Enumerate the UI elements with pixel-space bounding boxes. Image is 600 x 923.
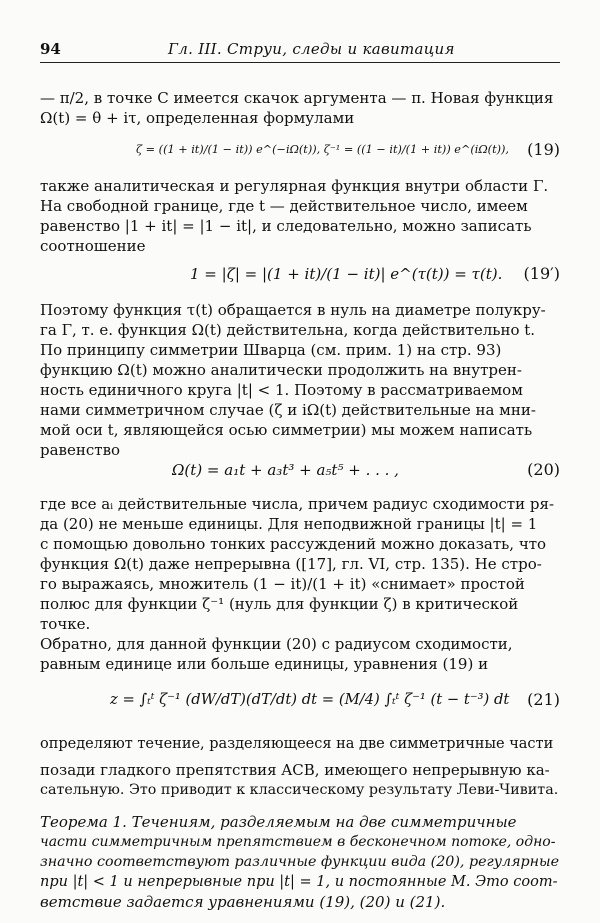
text-line: нами симметричном случае (ζ и iΩ(t) действительные на мни- [40,401,536,419]
text-line: равенство |1 + it| = |1 − it|, и следовательно, можно записать [40,217,532,235]
text-line: соотношение [40,237,146,255]
text-line: равным единице или больше единицы, уравнения (19) и [40,655,489,673]
theorem-line: ветствие задается уравнениями (19), (20) и (21). [40,893,446,911]
text-line: ность единичного круга |t| < 1. Поэтому в рассматриваемом [40,381,523,399]
text-line: Обратно, для данной функции (20) с радиусом сходимости, [40,635,513,653]
equation-20-formula: Ω(t) = a₁t + a₃t³ + a₅t⁵ + . . . , [172,461,399,479]
text-line: го выражаясь, множитель (1 − it)/(1 + it) «снимает» простой [40,575,525,593]
equation-20-number: (20) [527,460,560,479]
theorem-line: Теорема 1. Течениям, разделяемым на две симметричные [40,813,517,831]
equation-19-number: (19) [527,140,560,159]
text-line: да (20) не меньше единицы. Для неподвижной границы |t| = 1 [40,515,538,533]
text-line: с помощью довольно тонких рассуждений можно доказать, что [40,535,547,553]
equation-19-prime-formula: 1 = |ζ| = |(1 + it)/(1 − it)| e^(τ(t)) = τ(t). [190,265,503,283]
text-line: позади гладкого препятствия ACB, имеющего непрерывную ка- [40,761,550,779]
equation-21 [40,676,560,724]
text-line: По принципу симметрии Шварца (см. прим. 1) на стр. 93) [40,341,502,359]
text-line: полюс для функции ζ⁻¹ (нуль для функции ζ) в критической [40,595,519,613]
text-line: функцию Ω(t) можно аналитически продолжить на внутрен- [40,361,522,379]
text-line: На свободной границе, где t — действительное число, имеем [40,197,528,215]
page-header [40,40,560,63]
text-line: определяют течение, разделяющееся на две симметричные части [40,736,554,752]
equation-19-prime [40,254,560,294]
equation-20 [40,450,560,490]
text-line: Поэтому функция τ(t) обращается в нуль на диаметре полукру- [40,301,546,319]
text-line: точке. [40,615,91,633]
text-line: Ω(t) = θ + iτ, определенная формулами [40,109,355,127]
theorem-line: значно соответствуют различные функции вида (20), регулярные [40,854,560,870]
equation-19-formula: ζ = ((1 + it)/(1 − it)) e^(−iΩ(t)), ζ⁻¹ = ((1 − it)/(1 + it)) e^(iΩ(t)), [136,143,509,156]
text-line: где все aᵢ действительные числа, причем радиус сходимости ря- [40,495,555,513]
equation-21-formula: z = ∫ₜᵗ ζ⁻¹ (dW/dT)(dT/dt) dt = (M/4) ∫ₜᵗ ζ⁻¹ (t − t⁻³) dt [110,691,510,708]
theorem-line: части симметричным препятствием в бесконечном потоке, одно- [40,834,556,850]
text-line: га Γ, т. е. функция Ω(t) действительна, когда действительно t. [40,321,536,339]
running-title: Гл. III. Струи, следы и кавитация [168,40,455,58]
text-line: мой оси t, являющейся осью симметрии) мы можем написать [40,421,533,439]
theorem-line: при |t| < 1 и непрерывные при |t| = 1, и постоянные M. Это соот- [40,874,558,890]
equation-19-prime-number: (19′) [523,264,560,283]
equation-21-number: (21) [527,690,560,709]
page-number: 94 [40,40,61,58]
equation-19 [40,130,560,170]
text-line: — π/2, в точке C имеется скачок аргумента — π. Новая функция [40,89,554,107]
text-line: равенство [40,441,121,459]
text-line: сательную. Это приводит к классическому результату Леви-Чивита. [40,782,559,798]
text-line: также аналитическая и регулярная функция внутри области Γ. [40,177,549,195]
text-line: функция Ω(t) даже непрерывна ([17], гл. VI, стр. 135). Не стро- [40,555,542,573]
